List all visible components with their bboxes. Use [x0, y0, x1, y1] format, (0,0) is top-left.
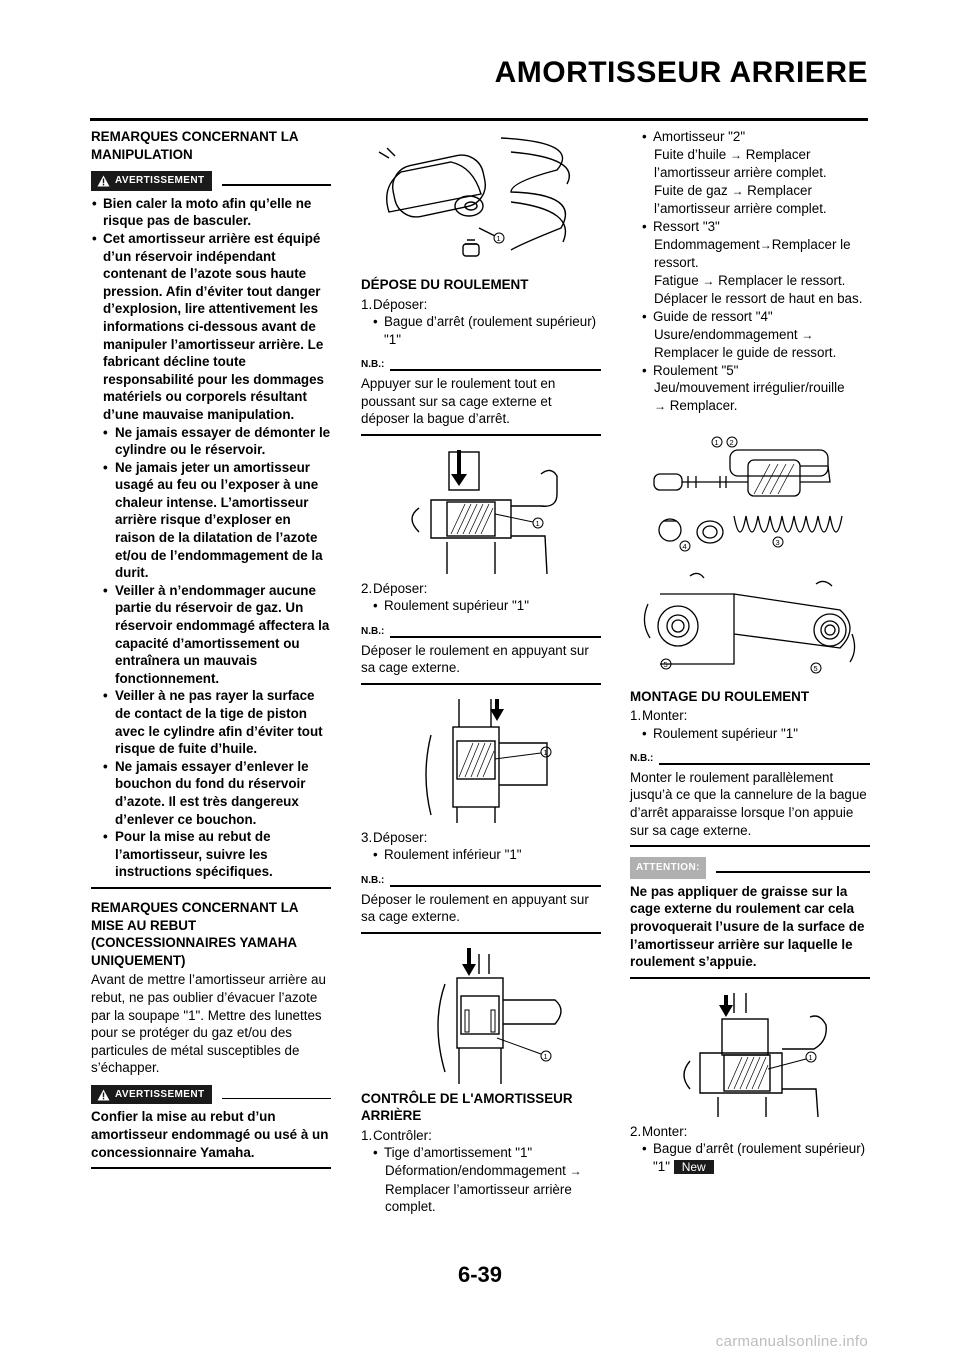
svg-text:5: 5 — [663, 659, 668, 669]
paragraph: Avant de mettre l’amortisseur arrière au rebut, ne pas oublier d’évacuer l’azote par la soupape "1". Mettre des lunettes pour se protéger du gaz et/ou des particules de métal susceptibles de s’échapper. — [91, 972, 326, 1076]
section-heading-depose: DÉPOSE DU ROULEMENT — [361, 277, 529, 292]
nb-text: Déposer le roulement en appuyant sur sa cage externe. — [361, 642, 589, 676]
svg-text:1: 1 — [714, 437, 719, 447]
warning-rule — [222, 1098, 331, 1100]
step-number: 3. — [361, 829, 373, 845]
column-3: • Amortisseur "2" Fuite d’huile → Remplacer l’amortisseur arrière complet. Fuite de gaz → Remplacer l’amortisseur arrière complet. • Ressort "3" Endommagement→Remplacer le ressort. Fatigue → Remplacer le ressort. Déplacer le ressort de haut en bas. • Guide de ressort "4" Usure/endommagement → Remplacer le guide de ressort. • Roulement "5" Jeu/mouvement irrégulier/rouille → Remplacer. 1 2 3 4 5 5 MONTAGE DU ROULEMENT 1. Monter: • Roulement supérieur "1" N.B.: Monter le roulement parallèlement jusqu’à ce que la cannelure de la bague d’arrêt apparaisse lorsque l’on appuie sur sa cage externe. ATTENTION: Ne pas appliquer de graisse sur la cage externe du roulement car cela provoquerait l’usure de la surface de l’amortisseur arrière sur laquelle le roulement s’appuie. 1 2. Monter: • Bague d’arrêt (roulement supérieur) "1" New — [630, 128, 870, 1176]
section-end-rule — [91, 887, 331, 889]
list-item: • Roulement supérieur "1" — [641, 725, 870, 743]
arrow-icon: → — [801, 327, 814, 342]
section-heading-manipulation: REMARQUES CONCERNANT LA MANIPULATION — [91, 129, 299, 162]
step-text: Déposer: — [373, 296, 428, 312]
list-item: • Tige d’amortissement "1" — [372, 1144, 601, 1162]
bearing-removal-illustration-3 — [361, 944, 591, 1086]
step-number: 1. — [361, 296, 373, 312]
nb-label: N.B.: — [630, 753, 654, 765]
section-end-rule — [630, 977, 870, 979]
watermark: carmanualsonline.info — [715, 1333, 868, 1350]
list-item: • Bien caler la moto afin qu’elle ne risque pas de basculer. — [91, 195, 331, 230]
warning-header — [91, 171, 331, 191]
list-item: • Roulement supérieur "1" — [372, 597, 601, 615]
step-text: Déposer: — [373, 829, 428, 845]
step-number: 2. — [361, 580, 373, 596]
svg-text:1: 1 — [808, 1052, 813, 1062]
step-text: Monter: — [642, 1123, 688, 1139]
nb-text: Appuyer sur le roulement tout en poussant sur sa cage externe et déposer la bague d’arrêt. — [361, 375, 556, 427]
step-number: 1. — [361, 1127, 373, 1143]
bearing-install-illustration — [630, 989, 870, 1119]
nb-text: Déposer le roulement en appuyant sur sa cage externe. — [361, 891, 589, 925]
warning-text: Confier la mise au rebut d’un amortisseur endommagé ou usé à un concessionnaire Yamaha. — [91, 1109, 329, 1160]
section-heading-controle: CONTRÔLE DE L'AMORTISSEUR ARRIÈRE — [361, 1090, 573, 1124]
page-title: AMORTISSEUR ARRIERE — [494, 56, 868, 89]
nb-label: N.B.: — [361, 625, 385, 637]
nb-text: Monter le roulement parallèlement jusqu’à ce que la cannelure de la bague d’arrêt apparaisse lorsque l’on appuie sur sa cage externe. — [630, 769, 867, 838]
list-item: • Cet amortisseur arrière est équipé d’un réservoir indépendant contenant de l’azote sous haute pression. Afin d’éviter tout danger d’explosion, lire attentivement les informations ci-dessous avant de manipuler l’amortisseur arrière. Le fabricant décline toute responsabilité pour les dommages matériels ou corporels résultant d’une mauvaise manipulation. — [91, 230, 331, 424]
list-item: • Ne jamais essayer de démonter le cylindre ou le réservoir. — [91, 424, 331, 459]
section-end-rule — [361, 434, 601, 436]
nb-label: N.B.: — [361, 359, 385, 371]
warning-label: AVERTISSEMENT — [115, 1088, 205, 1100]
svg-text:5: 5 — [813, 663, 818, 673]
list-item: • Bague d’arrêt (roulement supérieur) "1" — [372, 313, 601, 348]
list-item: • Ne jamais essayer d’enlever le bouchon du fond du réservoir d’azote. Il est très dangereux d’enlever ce bouchon. — [91, 758, 331, 828]
step-number: 2. — [630, 1123, 642, 1139]
svg-text:2: 2 — [729, 437, 734, 447]
svg-text:1: 1 — [496, 234, 501, 243]
attention-text: Ne pas appliquer de graisse sur la cage externe du roulement car cela provoquerait l’usure de la surface de l’amortisseur arrière sur laquelle le roulement s’appuie. — [630, 883, 865, 970]
step-text: Déposer: — [373, 580, 428, 596]
list-item: • Amortisseur "2" — [641, 128, 870, 146]
nb-header — [630, 750, 870, 768]
step-text: Contrôler: — [373, 1127, 432, 1143]
arrow-icon: → — [702, 273, 715, 288]
column-2: 1 DÉPOSE DU ROULEMENT 1. Déposer: • Bague d’arrêt (roulement supérieur) "1" N.B.: Appuyer sur le roulement tout en poussant sur sa cage externe et déposer la bague d’arrêt. 1 2. Déposer: • Roulement supérieur "1" N.B.: Déposer le roulement en appuyant sur sa cage externe. 1 3. Déposer: • Roulement inférieur "1" N.B.: Déposer le roulement en appuyant sur sa cage externe. 1 CONTRÔLE DE L'AMORTISSEUR ARRIÈRE 1. Contrôler: • Tige d’amortissement "1" Déformation/endommagement → Remplacer l’amortisseur arrière complet. — [361, 128, 601, 1216]
warning-tag — [91, 1085, 212, 1105]
step-number: 1. — [630, 708, 642, 724]
arrow-icon: → — [759, 237, 772, 252]
top-rule — [90, 118, 868, 121]
nb-header — [361, 623, 601, 641]
section-end-rule — [361, 683, 601, 685]
warning-label: AVERTISSEMENT — [115, 175, 205, 187]
warning-header — [91, 1085, 331, 1105]
section-end-rule — [361, 932, 601, 934]
list-item: • Veiller à n’endommager aucune partie du réservoir de gaz. Un réservoir endommagé affectera la capacité d’amortissement ou entraînera un mauvais fonctionnement. — [91, 582, 331, 688]
attention-rule — [716, 871, 870, 873]
svg-text:4: 4 — [682, 541, 687, 551]
arrow-icon: → — [569, 1164, 582, 1179]
list-item: • Pour la mise au rebut de l’amortisseur, suivre les instructions spécifiques. — [91, 828, 331, 881]
warning-tag — [91, 171, 212, 191]
list-item: • Bague d’arrêt (roulement supérieur) "1" New — [641, 1140, 870, 1175]
arrow-icon: → — [654, 398, 666, 413]
attention-header — [630, 857, 870, 879]
list-item: • Roulement "5" — [641, 362, 870, 380]
column-1 — [91, 128, 331, 1179]
arrow-icon: → — [729, 147, 742, 162]
shock-valve-illustration — [361, 132, 591, 272]
svg-text:1: 1 — [543, 747, 548, 757]
new-badge: New — [674, 1160, 714, 1174]
section-heading-rebut: REMARQUES CONCERNANT LA MISE AU REBUT (CONCESSIONNAIRES YAMAHA UNIQUEMENT) — [91, 899, 299, 968]
arrow-icon: → — [731, 183, 744, 198]
svg-text:1: 1 — [535, 518, 540, 528]
section-end-rule — [91, 1167, 331, 1169]
section-heading-montage: MONTAGE DU ROULEMENT — [630, 688, 810, 704]
nb-header — [361, 356, 601, 374]
list-item: • Veiller à ne pas rayer la surface de contact de la tige de piston avec le cylindre afin d’éviter tout risque de fuite d’huile. — [91, 687, 331, 757]
step-text: Monter: — [642, 708, 688, 724]
list-item: • Guide de ressort "4" — [641, 308, 870, 326]
svg-text:3: 3 — [775, 537, 780, 547]
bearing-removal-illustration-2 — [361, 695, 591, 825]
shock-parts-illustration — [630, 420, 870, 560]
bearing-removal-illustration-1 — [361, 446, 591, 576]
list-item: • Roulement inférieur "1" — [372, 846, 601, 864]
section-end-rule — [630, 845, 870, 847]
warning-triangle-icon — [97, 175, 110, 187]
warning-triangle-icon — [97, 1089, 110, 1101]
nb-header — [361, 872, 601, 890]
nb-label: N.B.: — [361, 874, 385, 886]
warning-list — [91, 195, 331, 881]
bearing-location-illustration — [630, 564, 870, 684]
svg-text:1: 1 — [543, 1051, 548, 1061]
list-item: • Ne jamais jeter un amortisseur usagé au feu ou l’exposer à une chaleur intense. L’amortisseur arrière risque d’exploser en raison de la dilatation de l’azote et/ou de l’endommagement de la durit. — [91, 459, 331, 582]
attention-tag: ATTENTION: — [630, 857, 706, 879]
list-item: • Ressort "3" — [641, 218, 870, 236]
warning-rule — [222, 184, 331, 186]
page-number: 6-39 — [457, 1262, 503, 1287]
